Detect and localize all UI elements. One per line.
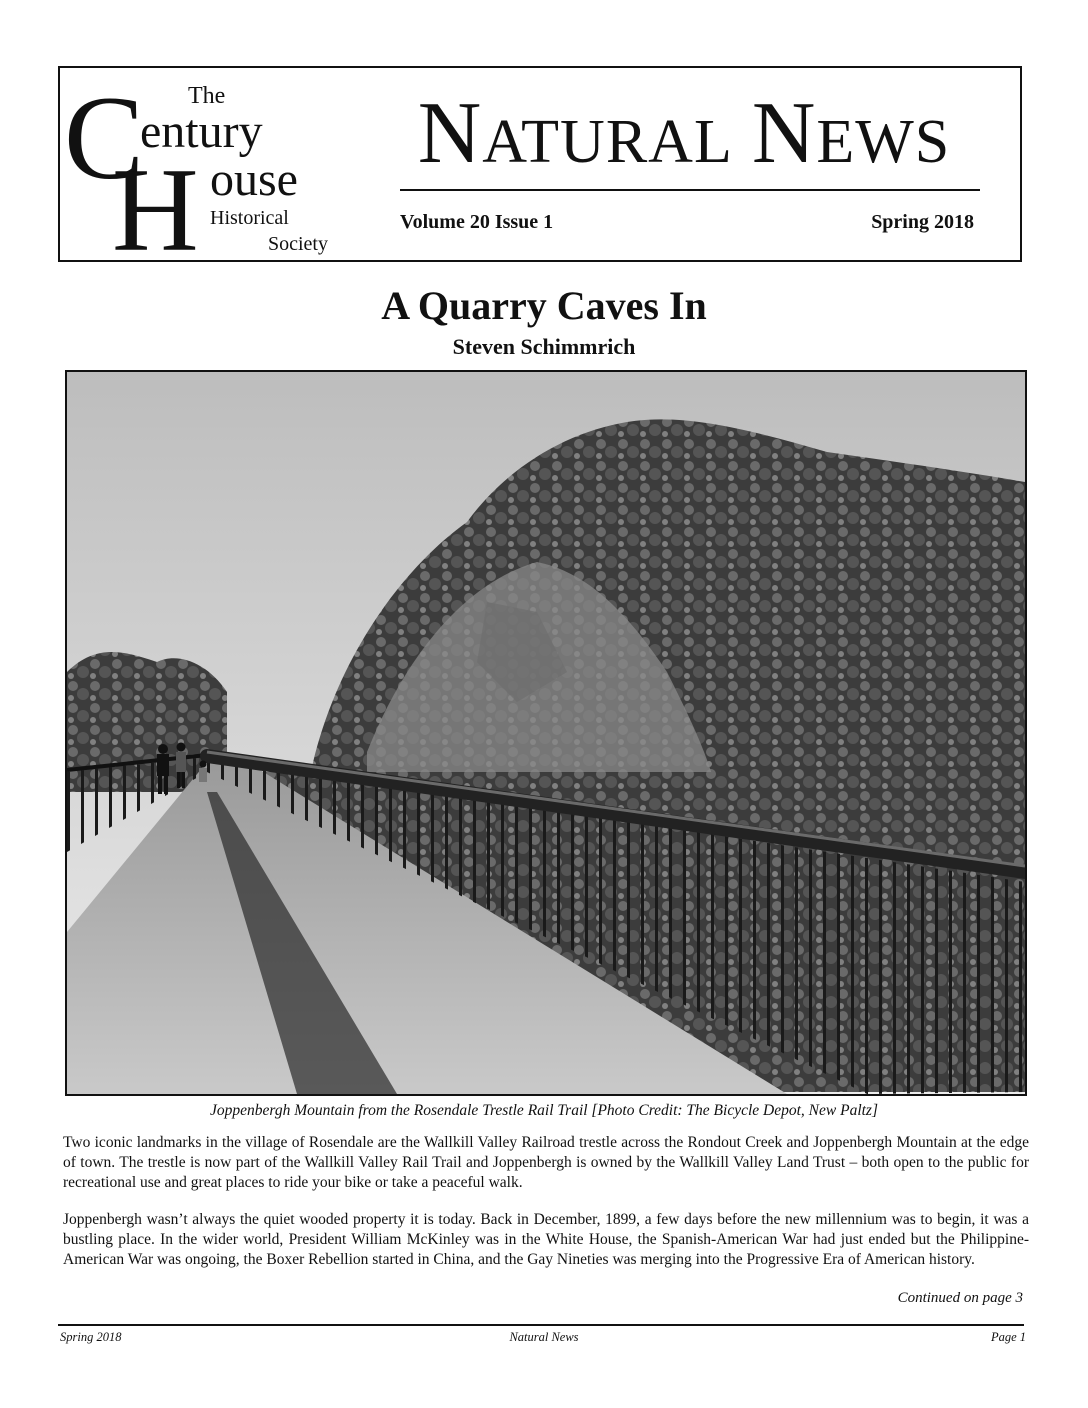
title-atural: ATURAL (482, 108, 733, 176)
logo-society: Society (268, 233, 328, 255)
logo-ouse: ouse (210, 153, 298, 206)
newsletter-title (364, 85, 1004, 182)
article-headline: A Quarry Caves In (381, 283, 707, 328)
article-photo (65, 370, 1027, 1096)
logo-big-c: C (64, 71, 145, 204)
issue-season: Spring 2018 (871, 211, 974, 233)
title-ews: EWS (816, 108, 951, 176)
article-paragraph-1: Two iconic landmarks in the village of Rosendale are the Wallkill Valley Railroad trestle across the Rondout Creek and Joppenbergh Mountain at the edge of town. The trestle is now part of the Wallkill Valley Rail Trail and Joppenbergh is owned by the Wallkill Valley Land Trust – both open to the public for recreational use and great places to ride your bike or take a peaceful walk. (63, 1134, 1029, 1191)
footer-title: Natural News (509, 1330, 579, 1344)
century-house-logo (60, 68, 350, 276)
title-n2: N (751, 85, 817, 182)
article-byline: Steven Schimmrich (452, 334, 636, 359)
masthead (58, 66, 1022, 276)
article-paragraph-2: Joppenbergh wasn’t always the quiet wooded property it is today. Back in December, 1899, a few days before the new millennium was to begin, it was a bustling place. In the wider world, President William McKinley was in the White House, the Spanish-American War had just ended but the Philippine-American War was ongoing, the Boxer Rebellion started in China, and the Gay Nineties was merging into the Progressive Era of American history. (63, 1211, 1029, 1268)
photo-caption: Joppenbergh Mountain from the Rosendale Trestle Rail Trail [Photo Credit: The Bicycle Depot, New Paltz] (209, 1102, 878, 1119)
logo-big-h: H (112, 143, 199, 276)
trestle-mountain-photo (67, 372, 1025, 1094)
logo-entury: entury (140, 105, 263, 158)
footer-season: Spring 2018 (60, 1330, 122, 1344)
continued-note: Continued on page 3 (897, 1290, 1023, 1306)
title-rule (400, 189, 980, 191)
title-n1: N (417, 85, 483, 182)
footer-page-number: Page 1 (990, 1330, 1026, 1344)
footer-rule (58, 1324, 1024, 1326)
logo-the: The (188, 83, 226, 109)
issue-number: Volume 20 Issue 1 (400, 211, 554, 233)
logo-historical: Historical (210, 207, 289, 229)
